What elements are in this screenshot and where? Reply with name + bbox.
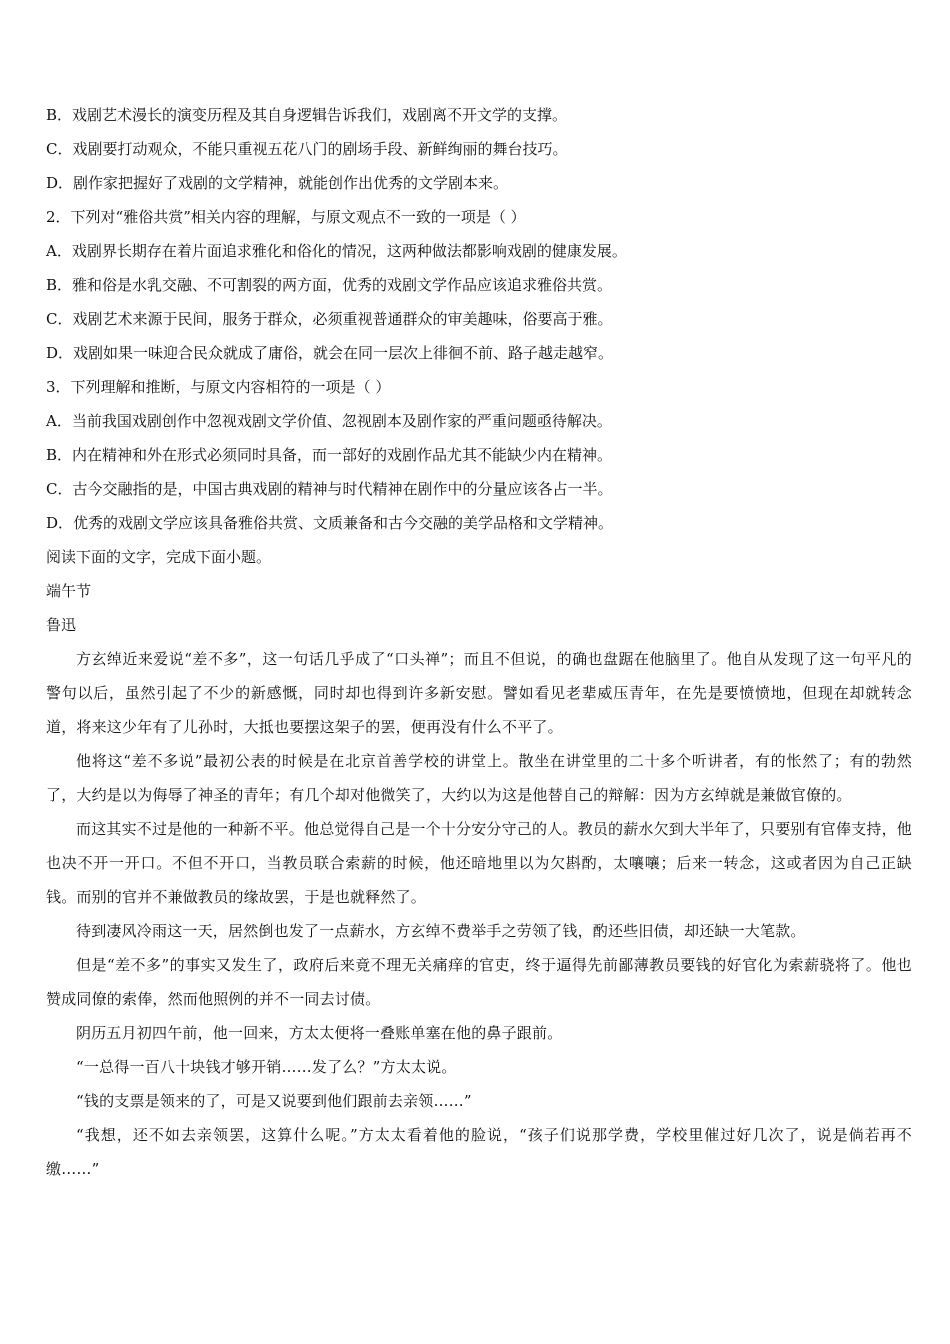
reading-instruction: 阅读下面的文字，完成下面小题。 (46, 548, 272, 566)
q3-option-c: C．古今交融指的是，中国古典戏剧的精神与时代精神在剧作中的分量应该各占一半。 (46, 480, 613, 498)
q2-stem: 2．下列对“雅俗共赏”相关内容的理解，与原文观点不一致的一项是（ ） (46, 208, 526, 226)
q1-option-c: C．戏剧要打动观众，不能只重视五花八门的剧场手段、新鲜绚丽的舞台技巧。 (46, 140, 568, 158)
dialogue-line: “钱的支票是领来的了，可是又说要到他们跟前去亲领……” (76, 1092, 472, 1110)
story-paragraph: 方玄绰近来爱说“差不多”，这一句话几乎成了“口头禅”；而且不但说，的确也盘踞在他脑里了。他自从发现了这一句平凡的警句以后，虽然引起了不少的新感慨，同时却也得到许多新安慰。譬如看见老辈威压青年，在先是要愤愤地，但现在却就转念道，将来这少年有了儿孙时，大抵也要摆这架子的罢，便再没有什么不平了。 (46, 650, 912, 736)
q2-option-a: A．戏剧界长期存在着片面追求雅化和俗化的情况，这两种做法都影响戏剧的健康发展。 (46, 242, 627, 260)
story-paragraph: 但是“差不多”的事实又发生了，政府后来竟不理无关痛痒的官吏，终于逼得先前鄙薄教员要钱的好官化为索薪骁将了。他也赞成同僚的索俸，然而他照例的并不一同去讨债。 (46, 956, 912, 1008)
q3-stem: 3．下列理解和推断，与原文内容相符的一项是（ ） (46, 378, 391, 396)
story-paragraph: 阴历五月初四午前，他一回来，方太太便将一叠账单塞在他的鼻子跟前。 (76, 1024, 563, 1042)
story-paragraph: 他将这“差不多说”最初公表的时候是在北京首善学校的讲堂上。散坐在讲堂里的二十多个听讲者，有的怅然了；有的勃然了，大约是以为侮辱了神圣的青年；有几个却对他微笑了，大约以为这是他替自己的辩解：因为方玄绰就是兼做官僚的。 (46, 752, 912, 804)
q3-option-a: A．当前我国戏剧创作中忽视戏剧文学价值、忽视剧本及剧作家的严重问题亟待解决。 (46, 412, 612, 430)
q1-option-b: B．戏剧艺术漫长的演变历程及其自身逻辑告诉我们，戏剧离不开文学的支撑。 (46, 106, 568, 124)
reading-title: 端午节 (46, 582, 92, 600)
dialogue-line: “一总得一百八十块钱才够开销……发了么？”方太太说。 (76, 1058, 457, 1076)
document-page (46, 98, 912, 1186)
q2-option-d: D．戏剧如果一味迎合民众就成了庸俗，就会在同一层次上徘徊不前、路子越走越窄。 (46, 344, 614, 362)
q1-option-d: D．剧作家把握好了戏剧的文学精神，就能创作出优秀的文学剧本来。 (46, 174, 509, 192)
q2-option-b: B．雅和俗是水乳交融、不可割裂的两方面，优秀的戏剧文学作品应该追求雅俗共赏。 (46, 276, 613, 294)
q2-option-c: C．戏剧艺术来源于民间，服务于群众，必须重视普通群众的审美趣味，俗要高于雅。 (46, 310, 613, 328)
story-paragraph: 而这其实不过是他的一种新不平。他总觉得自己是一个十分安分守己的人。教员的薪水欠到大半年了，只要别有官俸支持，他也决不开一开口。不但不开口，当教员联合索薪的时候，他还暗地里以为欠斟酌，太嚷嚷；后来一转念，这或者因为自己正缺钱。而别的官并不兼做教员的缘故罢，于是也就释然了。 (46, 820, 913, 906)
q3-option-d: D．优秀的戏剧文学应该具备雅俗共赏、文质兼备和古今交融的美学品格和文学精神。 (46, 514, 614, 532)
story-paragraph: 待到凄风冷雨这一天，居然倒也发了一点薪水，方玄绰不费举手之劳领了钱，酌还些旧债，却还缺一大笔款。 (76, 922, 806, 940)
dialogue-line: “我想，还不如去亲领罢，这算什么呢。”方太太看着他的脸说，“孩子们说那学费，学校里催过好几次了，说是倘若再不缴……” (46, 1126, 912, 1178)
q3-option-b: B．内在精神和外在形式必须同时具备，而一部好的戏剧作品尤其不能缺少内在精神。 (46, 446, 613, 464)
reading-author: 鲁迅 (46, 616, 77, 634)
